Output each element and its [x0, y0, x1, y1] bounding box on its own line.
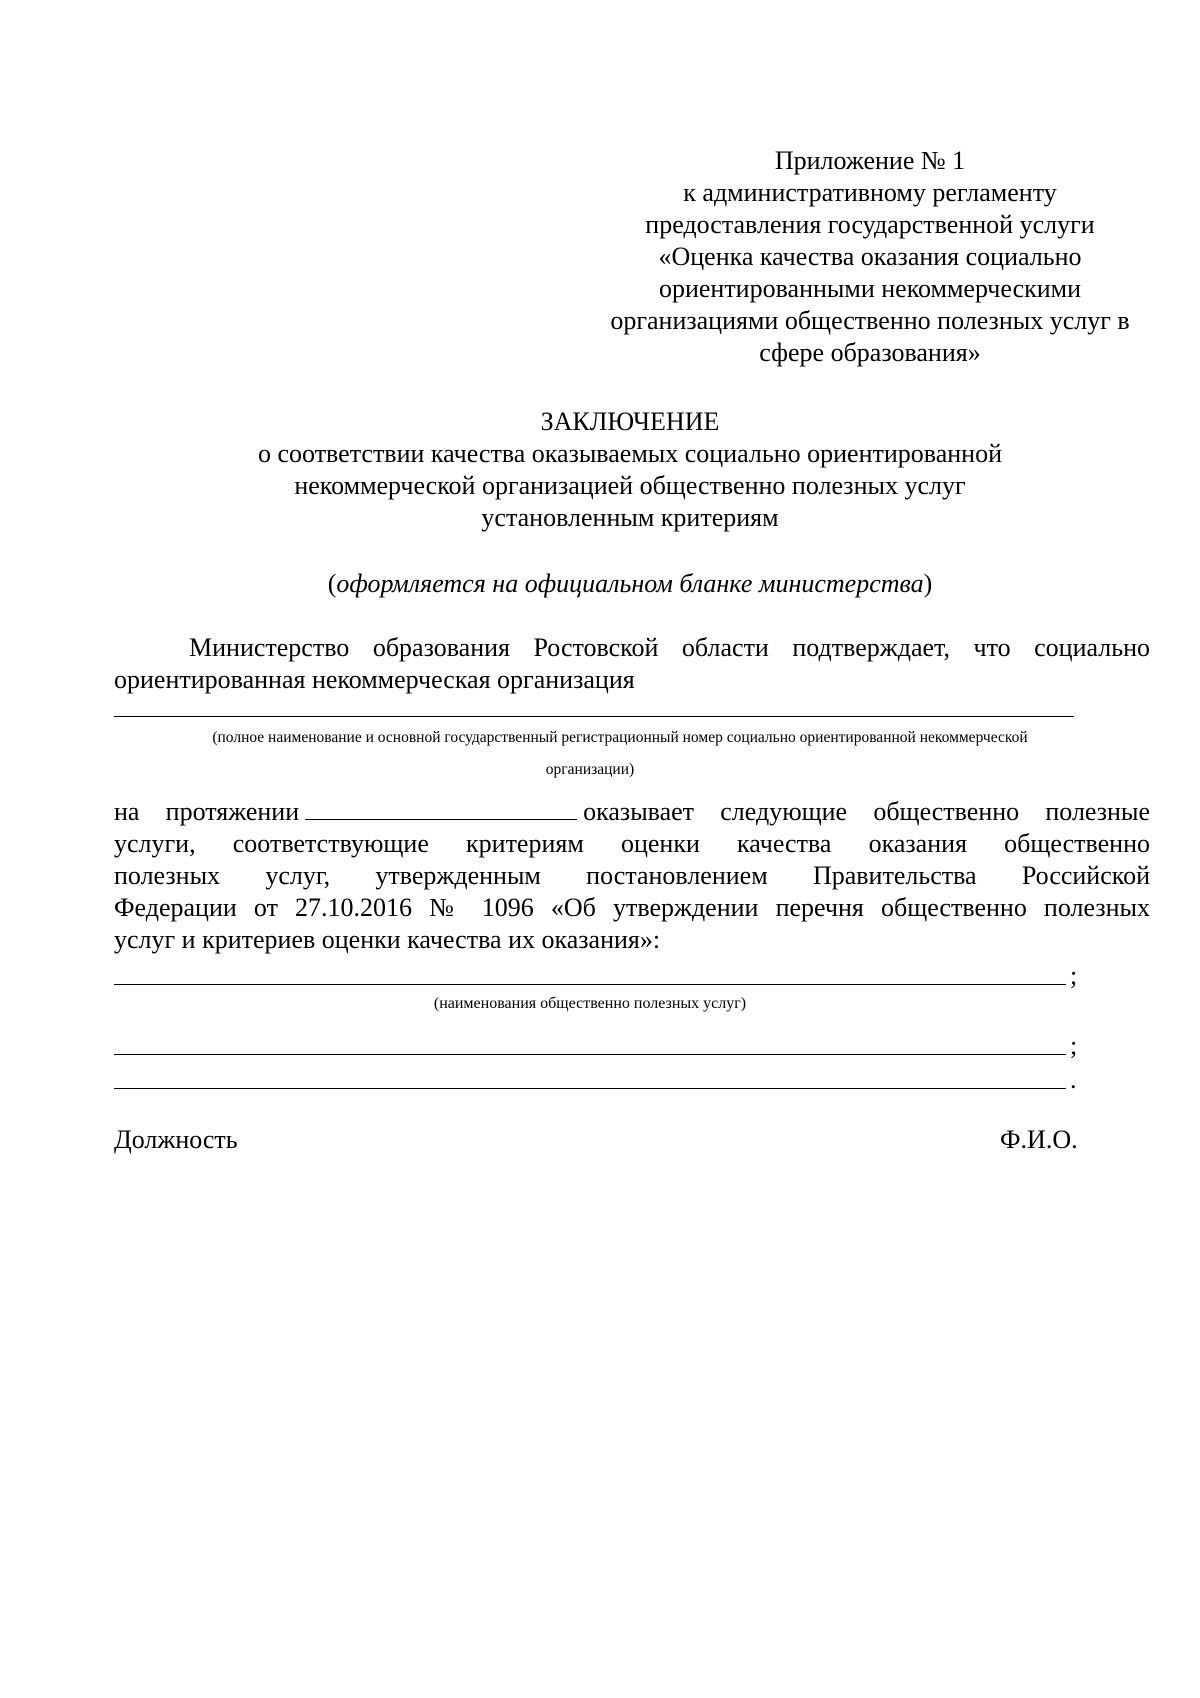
paragraph-line: Федерации от 27.10.2016 № 1096 «Об утверждении перечня общественно полезных: [114, 893, 1150, 922]
appendix-line: сфере образования»: [759, 338, 981, 367]
org-name-blank-line: [114, 716, 1074, 717]
line-end-semicolon: ;: [1070, 1031, 1078, 1060]
appendix-line: к административному регламенту: [683, 178, 1057, 207]
blank-line: [114, 984, 1066, 985]
appendix-line: организациями общественно полезных услуг в: [610, 306, 1130, 335]
subtitle-line: некоммерческой организацией общественно полезных услуг: [294, 471, 966, 500]
org-name-caption: (полное наименование и основной государственный регистрационный номер социально ориентированной некоммерческой: [212, 729, 1028, 746]
paragraph-intro: [114, 632, 1150, 696]
signature-position: Должность: [114, 1125, 238, 1154]
paragraph-line: ориентированная некоммерческая организация: [114, 665, 635, 694]
official-blank-note: [110, 568, 1150, 600]
appendix-line: ориентированными некоммерческими: [658, 274, 1082, 303]
blank-line: [114, 1088, 1066, 1089]
paragraph-line: услуг и критериев оценки качества их оказания»:: [114, 925, 661, 954]
subtitle-line: установленным критериям: [481, 503, 779, 532]
subtitle-line: о соответствии качества оказываемых социально ориентированной: [258, 439, 1002, 468]
note-open-paren: (: [327, 569, 337, 598]
period-suffix: оказывает следующие общественно полезные: [583, 797, 1150, 826]
document-heading: [110, 406, 1150, 534]
period-prefix: на протяжении: [114, 797, 300, 826]
paragraph-line: услуги, соответствующие критериям оценки качества оказания общественно: [114, 829, 1150, 858]
appendix-header: [560, 145, 1180, 369]
paragraph-line: Министерство образования Ростовской области подтверждает, что социально: [189, 633, 1150, 662]
services-caption: (наименования общественно полезных услуг): [433, 995, 747, 1012]
blank-line: [114, 1054, 1066, 1055]
paragraph-line: [114, 796, 1150, 828]
paragraph-line: полезных услуг, утвержденным постановлением Правительства Российской: [114, 861, 1150, 890]
line-end-semicolon: ;: [1070, 961, 1078, 990]
line-end-period: .: [1070, 1065, 1077, 1094]
signature-name: Ф.И.О.: [1000, 1125, 1078, 1154]
note-text: оформляется на официальном бланке министерства: [336, 569, 924, 598]
document-title: ЗАКЛЮЧЕНИЕ: [540, 407, 720, 436]
paragraph-services: [114, 796, 1150, 956]
appendix-line: «Оценка качества оказания социально: [658, 242, 1082, 271]
org-name-caption-cont: организации): [545, 761, 635, 778]
appendix-line: предоставления государственной услуги: [645, 210, 1095, 239]
appendix-line: Приложение № 1: [774, 146, 966, 175]
period-blank-line: [305, 797, 577, 820]
note-close-paren: ): [923, 569, 933, 598]
